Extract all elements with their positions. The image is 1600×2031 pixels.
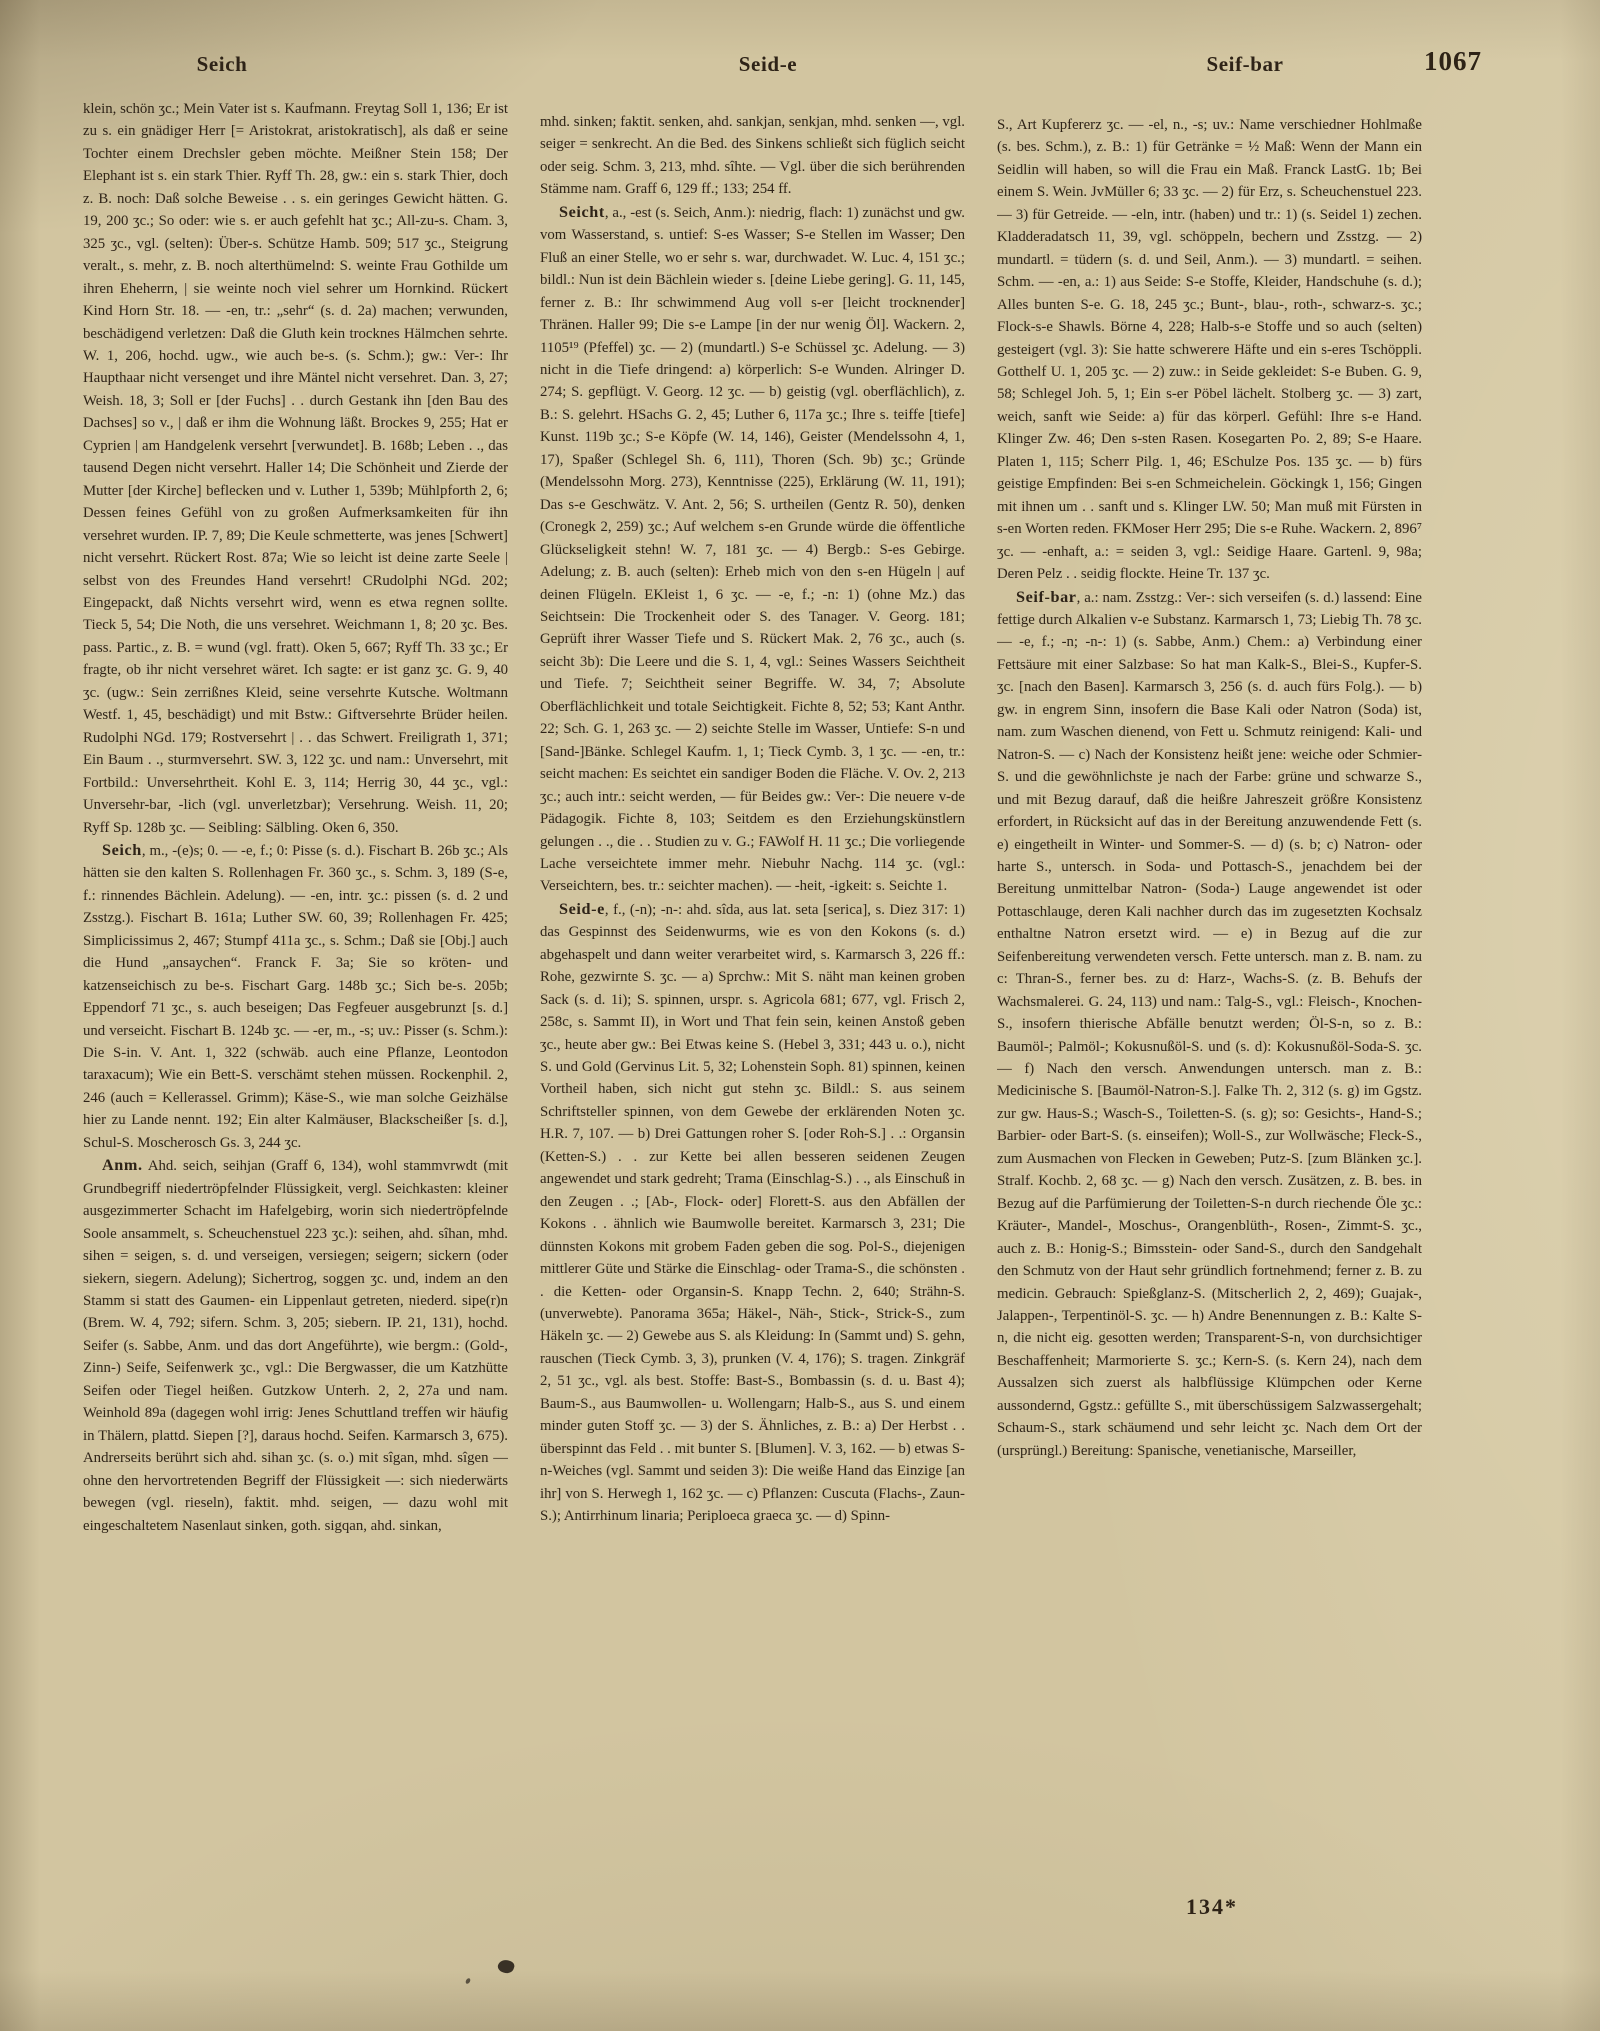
dictionary-paragraph: Anm. Ahd. seich, seihjan (Graff 6, 134), wohl stammvrwdt (mit Grundbegriff niedertröpfelnder Flüssigkeit, vergl. Seichkasten: kleiner ausgezimmerter Schacht im Hafelgebirg, worin sich niedertröpfelnde Soole ansammelt, s. Scheuchenstuel 223 ʒc.): seihen, ahd. sîhan, mhd. sihen = seigen, s. d. und verseigen, versiegen; seigern; sickern (oder siekern, siegern. Adelung); Sichertrog, soggen ʒc. und, indem an den Stamm si statt des Gaumen- ein Lippenlaut getreten, niederd. sipe(r)n (Brem. W. 4, 792; sifern. Schm. 3, 205; siebern. IP. 21, 131), hochd. Seifer (s. Sabbe, Anm. und das dort Angeführte), wie bergm.: (Gold-, Zinn-) Seife, Seifenwerk ʒc., vgl.: Die Bergwasser, die um Katzhütte Seifen oder Tiegel heißen. Gutzkow Unterh. 2, 2, 27a und nam. Weinhold 89a (dagegen wohl irrig: Jenes Schuttland treffen wir häufig in Thälern, plattd. Siepen [?], daraus hochd. Seifen. Karmarsch 3, 675). Andrerseits berührt sich ahd. sihan ʒc. (s. o.) mit sîgan, mhd. sîgen — ohne den hervortretenden Begriff der Flüssigkeit —: sich niederwärts bewegen (vgl. rieseln), faktit. mhd. seigen, — dazu wohl mit eingeschaltetem Nasenlaut sinken, goth. sigqan, ahd. sinkan,: [83, 1156, 508, 1534]
running-head-center: Seid-e: [738, 52, 798, 76]
dictionary-paragraph: Seich, m., -(e)s; 0. — -e, f.; 0: Pisse (s. d.). Fischart B. 26b ʒc.; Als hätten sie den kalten S. Rollenhagen Fr. 360 ʒc., s. Schm. 3, 189 (S-e, f.: rinnendes Bächlein. Adelung). — -en, intr. ʒc.: pissen (s. d. 2 und Zsstzg.). Fischart B. 161a; Luther SW. 60, 39; Rollenhagen Fr. 425; Simplicissimus 2, 467; Stumpf 411a ʒc., s. Schm.; Daß sie [Obj.] auch die Hund „ansaychen“. Franck F. 3a; Sie so kröten- und katzenseichisch zu be-s. Fischart Garg. 148b ʒc.; Sich be-s. 205b; Eppendorf 71 ʒc., s. auch beseigen; Das Fegfeuer ausgebrunzt [s. d.] und verseicht. Fischart B. 124b ʒc. — -er, m., -s; uv.: Pisser (s. Schm.): Die S-in. V. Ant. 1, 322 (schwäb. auch eine Pflanze, Leontodon taraxacum); Wie ein Bett-S. verschämt stehen müssen. Rockenphil. 2, 246 (auch = Kellerassel. Grimm); Käse-S., wie man solche Geizhälse hier zu Lande nennt. 192; Ein alter Kalmäuser, Blackscheißer [s. d.], Schul-S. Moscherosch Gs. 3, 244 ʒc.: [83, 840, 508, 1151]
dictionary-paragraph: mhd. sinken; faktit. senken, ahd. sankjan, senkjan, mhd. senken —, vgl. seiger = senkrecht. An die Bed. des Sinkens schließt sich füglich seicht oder seig. Schm. 3, 213, mhd. sîhte. — Vgl. über die sich berührenden Stämme nam. Graff 6, 129 ff.; 133; 254 ff.: [540, 114, 965, 198]
running-head-left: Seich: [196, 52, 248, 76]
text-column-1: [83, 98, 508, 1904]
entry-headword: Seich: [102, 840, 142, 859]
entry-headword: Seicht: [559, 202, 605, 221]
entry-headword: Seid-e: [559, 899, 605, 918]
dictionary-paragraph: Seif-bar, a.: nam. Zsstzg.: Ver-: sich verseifen (s. d.) lassend: Eine fettige durch Alkalien v-e Substanz. Karmarsch 1, 73; Liebig Th. 78 ʒc. — -e, f.; -n; -n-: 1) (s. Sabbe, Anm.) Chem.: a) Verbindung einer Fettsäure mit einer Salzbase: So hat man Kalk-S., Blei-S., Kupfer-S. ʒc. [nach den Basen]. Karmarsch 3, 256 (s. d. auch fürs Folg.). — b) gw. in engrem Sinn, insofern die Base Kali oder Natron (Soda) ist, nam. zum Waschen dienend, von Fett u. Schmutz reinigend: Kali- und Natron-S. — c) Nach der Konsistenz heißt jene: weiche oder Schmier-S. und die gewöhnlichste je nach der Farbe: grüne und schwarze S., und mit Bezug darauf, daß die heißre Jahreszeit größre Konsistenz erfordert, in Rücksicht auf das in der Bereitung anzuwendende Fett (s. e) eingetheilt in Winter- und Sommer-S. — d) (s. b; c) Natron- oder harte S., untersch. in Soda- und Pottasch-S., jenachdem bei der Bereitung unmittelbar Natron- (Soda-) Lauge angewendet ist oder Pottaschlauge, deren Kali nachher durch das im zugesetzten Kochsalz enthaltne Natron ersetzt wird. — e) in Bezug auf die zur Seifenbereitung verwendeten versch. Fette untersch. man z. B. nam. zu c: Thran-S., ferner bes. zu d: Harz-, Wachs-S. (z. B. Behufs der Wachsmalerei. G. 24, 113) und nam.: Talg-S., vgl.: Fleisch-, Knochen-S., insofern thierische Abfälle benutzt werden; Öl-S-n, so z. B.: Baumöl-; Palmöl-; Kokusnußöl-S. und (s. d): Kokusnußöl-Soda-S. ʒc. — f) Nach den versch. Anwendungen untersch. man z. B.: Medicinische S. [Baumöl-Natron-S.]. Falke Th. 2, 312 (s. g) im Ggstz. zur gw. Haus-S.; Wasch-S., Toiletten-S. (s. g); so: Gesichts-, Hand-S.; Barbier- oder Bart-S. (s. einseifen); Woll-S., zur Wollwäsche; Fleck-S., zum Ausmachen von Flecken in Geweben; Putz-S. [zum Blänken ʒc.]. Stralf. Kochb. 2, 68 ʒc. — g) Nach den versch. Zusätzen, z. B. bes. in Bezug auf die Parfümierung der Toiletten-S-n durch riechende Öle ʒc.: Kräuter-, Mandel-, Moschus-, Orangenblüth-, Rosen-, Zimmt-S. ʒc., auch z. B.: Honig-S.; Bimsstein- oder Sand-S., durch den Sandgehalt den Schmutz von der Haut sehr gründlich fortnehmend; ferner z. B. zu medicin. Gebrauch: Spießglanz-S. (Mitscherlich 2, 2, 469); Guajak-, Jalappen-, Terpentinöl-S. ʒc. — h) Andre Benennungen z. B.: Kalte S-n, die nicht eig. gesotten werden; Transparent-S-n, von durchsichtiger Beschaffenheit; Marmorierte S. ʒc.; Kern-S. (s. Kern 24), nach dem Aussalzen sich zuerst als halbflüssige Klümpchen oder Kerne aussondernd, Ggstz.: gefüllte S., mit überschüssigem Salzwassergehalt; Schaum-S., stark schäumend und sehr leicht ʒc. Nach dem Ort der (ursprüngl.) Bereitung: Spanische, venetianische, Marseiller,: [997, 587, 1422, 1459]
signature-mark: 134*: [1186, 1894, 1238, 1919]
dictionary-paragraph: S., Art Kupfererz ʒc. — -el, n., -s; uv.: Name verschiedner Hohlmaße (s. bes. Schm.), z. B.: 1) für Getränke = ½ Maß: Wenn der Mann ein Seidlin will haben, so will die Frau ein Maß. Franck LastG. 1b; Bei einem S. Wein. JvMüller 6; 33 ʒc. — 2) für Erz, s. Scheuchenstuel 223. — 3) für Getreide. — -eln, intr. (haben) und tr.: 1) (s. Seidel 1) zechen. Kladderadatsch 11, 39, vgl. schöppeln, bechern und Zsstzg. — 2) mundartl. = tüdern (s. d. und Seil, Anm.). — 3) mundartl. = seihen. Schm. — -en, a.: 1) aus Seide: S-e Stoffe, Kleider, Handschuhe (s. d.); Alles bunten S-e. G. 18, 245 ʒc.; Bunt-, blau-, roth-, schwarz-s. ʒc.; Flock-s-e Shawls. Börne 4, 228; Halb-s-e Stoffe und so auch (selten) gesteigert (vgl. 3): Sie hatte schwerere Häfte und ein s-eres Tschöppli. Gotthelf U. 1, 205 ʒc. — 2) zuw.: in Seide gekleidet: S-e Buben. G. 9, 58; Schlegel Joh. 5, 1; Ein s-er Pöbel lächelt. Stolberg ʒc. — 3) zart, weich, sanft wie Seide: a) für das körperl. Gefühl: Ihre s-e Hand. Klinger Zw. 46; Den s-sten Rasen. Kosegarten Po. 2, 89; S-e Haare. Platen 1, 115; Scherr Pilg. 1, 46; ESchulze Pos. 135 ʒc. — b) fürs geistige Empfinden: Bei s-en Schmeichelein. Göckingk 1, 156; Gingen mit ihnen um . . sanft und s. Klinger LW. 50; Man muß mit Fürsten in s-en Worten reden. FKMoser Herr 295; Die s-e Ruhe. Wackern. 2, 896⁷ ʒc. — -enhaft, a.: = seiden 3, vgl.: Seidige Haare. Gartenl. 9, 98a; Deren Pelz . . seidig flockte. Heine Tr. 137 ʒc.: [997, 117, 1422, 583]
dictionary-paragraph: Seid-e, f., (-n); -n-: ahd. sîda, aus lat. seta [serica], s. Diez 317: 1) das Gespinnst des Seidenwurms, wie es von den Kokons (s. d.) abgehaspelt und dann weiter verarbeitet wird, s. Karmarsch 3, 226 ff.: Rohe, gezwirnte S. ʒc. — a) Sprchw.: Mit S. näht man keinen groben Sack (s. d. 1i); S. spinnen, urspr. s. Agricola 681; 677, vgl. Frisch 2, 258c, s. Sammt II), in Wort und That fein sein, keinen Anstoß geben ʒc., heute aber gw.: Bei Etwas keine S. (Hebel 3, 331; 443 u. o.), nicht S. und Gold (Gervinus Lit. 5, 32; Lohenstein Soph. 81) spinnen, keinen Vortheil haben, sich nicht gut stehn ʒc. Bildl.: S. aus seinem Schriftsteller spinnen, von dem Gewebe der erklärenden Noten ʒc. H.R. 7, 107. — b) Drei Gattungen roher S. [oder Roh-S.] . .: Organsin (Ketten-S.) . . zur Kette bei allen besseren seidenen Zeugen angewendet und stark gedreht; Trama (Einschlag-S.) . ., als Einschuß in den Zeugen . .; [Ab-, Flock- oder] Florett-S. aus den Abfällen der Kokons . . ähnlich wie Baumwolle bereitet. Karmarsch 3, 231; Die dünnsten Kokons mit grobem Faden geben die sog. Pol-S., diejenigen mittlerer Güte und Stärke die Einschlag- oder Trama-S., die schönsten . . die Ketten- oder Organsin-S. Knapp Techn. 2, 640; Strähn-S. (unverwebte). Panorama 365a; Häkel-, Näh-, Stick-, Strick-S., zum Häkeln ʒc. — 2) Gewebe aus S. als Kleidung: In (Sammt und) S. gehn, rauschen (Tieck Cymb. 3, 3), prunken (V. 4, 176); S. tragen. Zinkgräf 2, 51 ʒc., vgl. als best. Stoffe: Bast-S., Bombassin (s. d. u. Bast 4); Baum-S., aus Baumwollen- u. Wollengarn; Halb-S., aus S. und einem minder guten Stoff ʒc. — 3) der S. Ähnliches, z. B.: a) Der Herbst . . überspinnt das Feld . . mit bunter S. [Blumen]. V. 3, 162. — b) etwas S-n-Weiches (vgl. Sammt und seiden 3): Die weiße Hand das Einzige [an ihr] von S. Herwegh 1, 162 ʒc. — c) Pflanzen: Cuscuta (Flachs-, Zaun-S.); Antirrhinum linaria; Periploeca graeca ʒc. — d) Spinn-: [540, 899, 965, 1525]
ink-smudge: [496, 1958, 515, 1975]
page-number: 1067: [1424, 46, 1482, 76]
text-column-3: [997, 114, 1422, 1926]
entry-headword: Anm.: [102, 1156, 143, 1175]
dictionary-paragraph: klein, schön ʒc.; Mein Vater ist s. Kaufmann. Freytag Soll 1, 136; Er ist zu s. ein gnädiger Herr [= Aristokrat, aristokratisch], als daß er seine Tochter einem Drechsler geben möchte. Meißner Stein 158; Der Elephant ist s. ein stark Thier. Ryff Th. 28, gw.: ein s. stark Thier, doch z. B. noch: Daß solche Beweise . . s. ein geringes Gewicht hätten. G. 19, 200 ʒc.; So oder: wie s. er auch gefehlt hat ʒc.; All-zu-s. Cham. 3, 325 ʒc., vgl. (selten): Über-s. Schütze Hamb. 509; 517 ʒc., Steigrung veralt., s. mehr, z. B. noch alterthümelnd: S. weinte Frau Gothilde um ihren Eheherrn, | sie weinte noch viel sehrer um Hornkind. Rückert Kind Horn Str. 18. — -en, tr.: „sehr“ (s. d. 2a) machen; verwunden, beschädigend verletzen: Daß die Gluth kein trocknes Hälmchen sehrte. W. 1, 206, hochd. ugw., wie auch be-s. (s. Schm.); gw.: Ver-: Ihr Haupthaar nicht versenget und ihre Mäntel nicht versehret. Dan. 3, 27; Weish. 18, 3; Soll er [der Fuchs] . . durch Gestank ihn [den Bau des Dachses] so v., | daß er ihm die Wohnung läßt. Brockes 9, 255; Hat er Cyprien | am Handgelenk versehrt [verwundet]. B. 168b; Leben . ., das tausend Degen nicht versehrt. Haller 14; Die Schönheit und Zierde der Mutter [der Kirche] beflecken und v. Luther 1, 539b; Mühlpforth 2, 6; Dessen feines Gefühl von zu großen Aufmerksamkeiten für ihn versehret wurden. IP. 7, 89; Die Keule schmetterte, was jenes [Schwert] nicht versehrt. Rückert Rost. 87a; Wie so leicht ist deine zarte Seele | selbst von des Freundes Hand versehrt! CRudolphi NGd. 202; Eingepackt, daß Nichts versehrt wird, wenn es etwa regnen sollte. Tieck 5, 54; Die Noth, die uns versehret. Weichmann 1, 8; 20 ʒc. Bes. pass. Partic., z. B. = wund (vgl. fratt). Oken 5, 667; Ryff Th. 33 ʒc.; Er fragte, ob ihr nicht versehret wäret. Ich sagte: er ist ganz ʒc. G. 9, 40 ʒc. (ugw.: Sein zerrißnes Kleid, seine versehrte Kutsche. Woltmann Westf. 1, 45, beschädigt) und mit Bstw.: Giftversehrte Brüder heilen. Rudolphi NGd. 179; Rostversehrt | . . das Schwert. Freiligrath 1, 371; Ein Baum . ., sturmversehrt. SW. 3, 122 ʒc. und nam.: Unversehrt, mit Fortbild.: Unversehrtheit. Kohl E. 3, 114; Herrig 30, 44 ʒc., vgl.: Unversehr-bar, -lich (vgl. unverletzbar); Versehrung. Weish. 11, 20; Ryff Sp. 128b ʒc. — Seibling: Sälbling. Oken 6, 350.: [83, 101, 508, 836]
running-head-right: Seif-bar: [1206, 52, 1284, 76]
entry-headword: Seif-bar: [1016, 587, 1077, 606]
ink-speck: [465, 1977, 471, 1984]
text-column-2: [540, 111, 965, 1913]
dictionary-paragraph: Seicht, a., -est (s. Seich, Anm.): niedrig, flach: 1) zunächst und gw. vom Wasserstand, s. untief: S-es Wasser; S-e Stellen im Wasser; Den Fluß an einer Stelle, wo er sehr s. war, durchwadet. W. Luc. 4, 151 ʒc.; bildl.: Nun ist dein Bächlein wieder s. [deine Liebe gering]. G. 11, 145, ferner z. B.: Ihr schwimmend Aug voll s-er [leicht trocknender] Thränen. Haller 99; Die s-e Lampe [in der nur wenig Öl]. Wackern. 2, 1105¹⁹ (Pfeffel) ʒc. — 2) (mundartl.) S-e Schüssel ʒc. Adelung. — 3) nicht in die Tiefe dringend: a) körperlich: S-e Wunden. Alringer D. 274; S. gepflügt. V. Georg. 12 ʒc. — b) geistig (vgl. oberflächlich), z. B.: S. gelehrt. HSachs G. 2, 45; Luther 6, 117a ʒc.; Ihre s. teiffe [tiefe] Kunst. 119b ʒc.; S-e Köpfe (W. 14, 146), Geister (Mendelssohn 4, 1, 17), Spaßer (Schlegel Sh. 6, 111), Thoren (Sch. 9b) ʒc.; Gründe (Mendelssohn Morg. 273), Kenntnisse (225), Erklärung (W. 11, 191); Das s-e Geschwätz. V. Ant. 2, 56; S. urtheilen (Gentz R. 50), denken (Cronegk 2, 259) ʒc.; Auf welchem s-en Grunde würde die öffentliche Glückseligkeit stehn! W. 7, 181 ʒc. — 4) Bergb.: S-es Gebirge. Adelung; z. B. auch (selten): Erheb mich von den s-en Hügeln | auf deinen Flügeln. EKleist 1, 6 ʒc. — -e, f.; -n: 1) (ohne Mz.) das Seichtsein: Die Trockenheit oder S. des Tanager. V. Georg. 181; Geprüft ihrer Wasser Tiefe und S. Rückert Mak. 2, 76 ʒc., auch (s. seicht 3b): Die Leere und die S. 1, 4, vgl.: Seines Wassers Seichtheit und Tiefe. 7; Seichtheit seiner Begriffe. W. 34, 7; Absolute Oberflächlichkeit und totale Seichtigkeit. Fichte 8, 52; 53; Kant Anthr. 22; Sch. G. 1, 263 ʒc. — 2) seichte Stelle im Wasser, Untiefe: S-n und [Sand-]Bänke. Schlegel Kaufm. 1, 1; Tieck Cymb. 3, 1 ʒc. — -en, tr.: seicht machen: Es seichtet ein sandiger Boden die Fläche. V. Ov. 2, 213 ʒc.; auch intr.: seicht werden, — für Beides gw.: Ver-: Die neuere v-de Pädagogik. Fichte 8, 103; Seitdem es den Erziehungskünstlern gelungen . ., die . . Studien zu v. G.; FAWolf H. 11 ʒc.; Die vorliegende Lache verseichtete immer mehr. Niebuhr Nachg. 114 ʒc. (vgl.: Verseichtern, bes. tr.: seichter machen). — -heit, -igkeit: s. Seichte 1.: [540, 202, 965, 895]
